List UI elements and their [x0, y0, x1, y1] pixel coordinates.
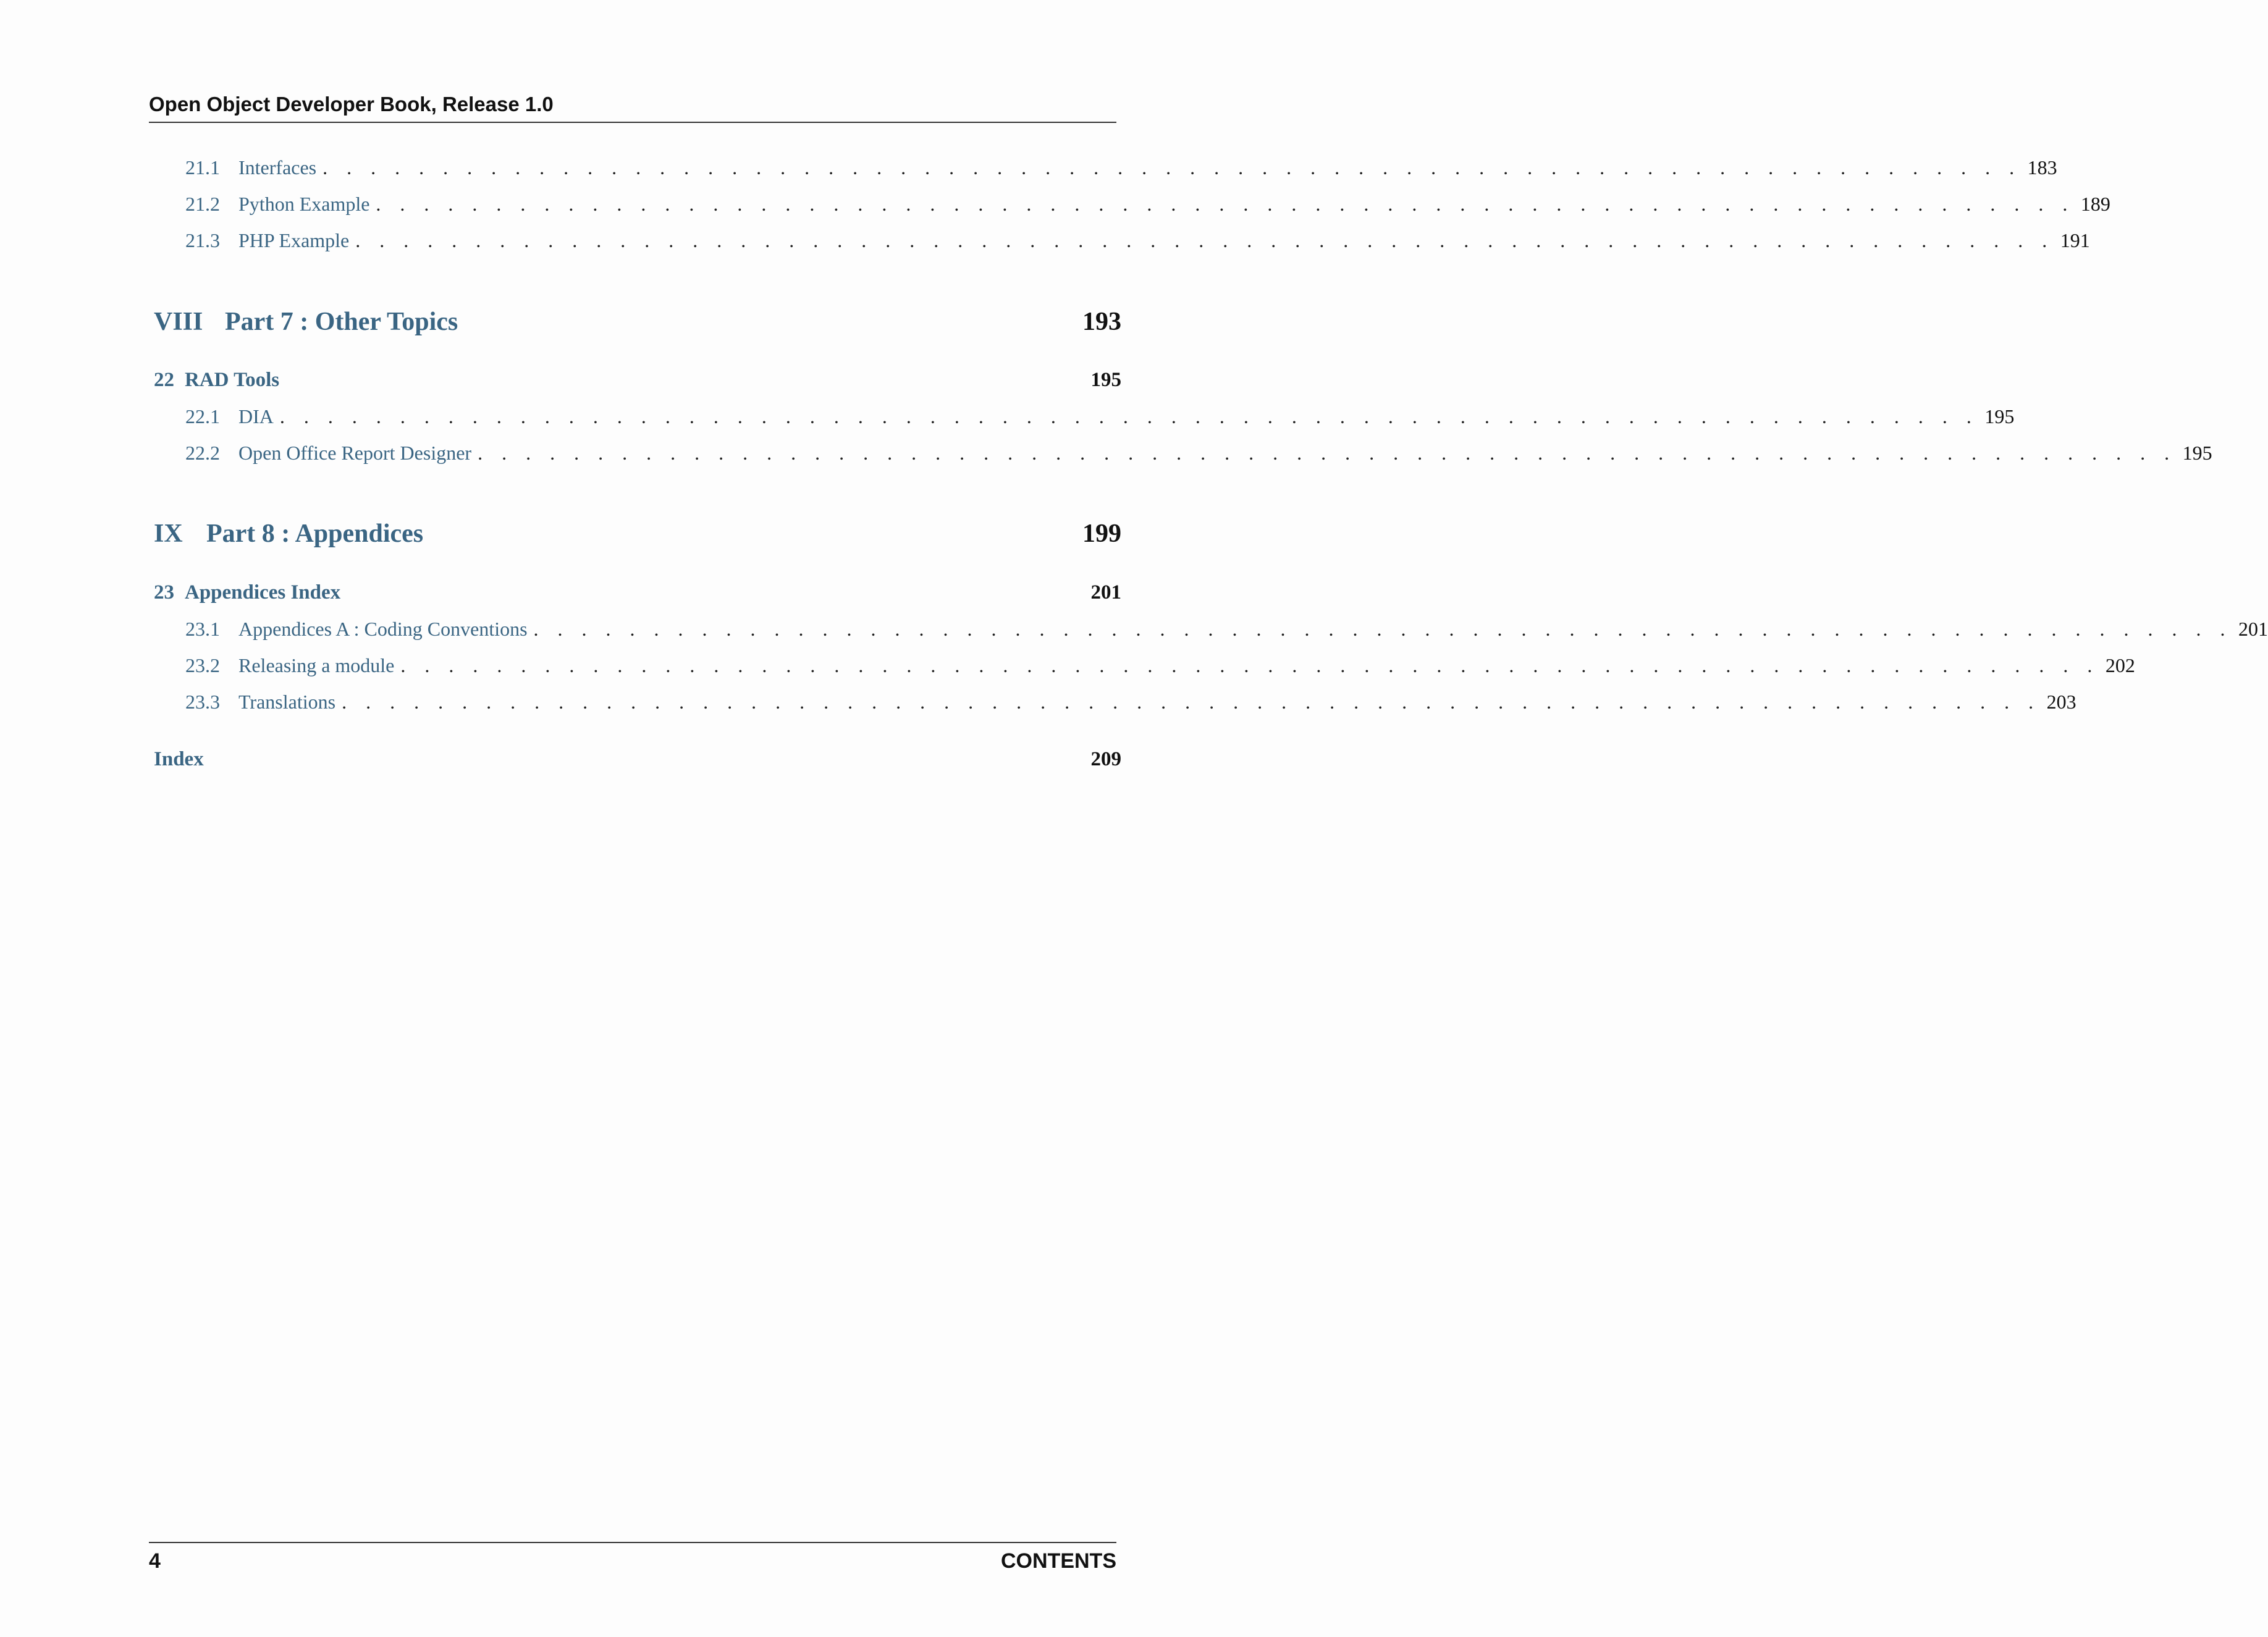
toc-part-number: VIII	[154, 308, 203, 336]
toc-entry-22-1[interactable]	[185, 401, 2015, 432]
toc-part-ix[interactable]	[154, 515, 1121, 552]
toc-part-number: IX	[154, 520, 183, 548]
toc-dot-leader: . . . . . . . . . . . . . . . . . . . . . . . . . . . . . . . . . . . . . . . . . . . . . . . . . . . . . . . . . . . . . . . . . . . . . . .	[400, 654, 2099, 676]
toc-dot-leader: . . . . . . . . . . . . . . . . . . . . . . . . . . . . . . . . . . . . . . . . . . . . . . . . . . . . . . . . . . . . . . . . . . . . . . .	[533, 618, 2233, 640]
toc-dot-leader: . . . . . . . . . . . . . . . . . . . . . . . . . . . . . . . . . . . . . . . . . . . . . . . . . . . . . . . . . . . . . . . . . . . . . . .	[478, 442, 2177, 464]
toc-index-title[interactable]: Index	[154, 748, 204, 770]
toc-chapter-title[interactable]: RAD Tools	[185, 369, 280, 391]
toc-entry-title[interactable]: Python Example	[238, 193, 370, 215]
toc-part-title[interactable]: Part 8 : Appendices	[206, 520, 424, 548]
toc-entry-number: 23.2	[185, 654, 220, 676]
running-header: Open Object Developer Book, Release 1.0	[149, 93, 554, 116]
toc-entry-page: 191	[2060, 229, 2090, 251]
toc-entry-23-2[interactable]	[185, 650, 2135, 681]
toc-entry-number: 21.2	[185, 193, 220, 215]
toc-chapter-page: 195	[1090, 369, 1121, 391]
toc-entry-21-1[interactable]	[185, 152, 2057, 183]
toc-dot-leader: . . . . . . . . . . . . . . . . . . . . . . . . . . . . . . . . . . . . . . . . . . . . . . . . . . . . . . . . . . . . . . . . . . . . . . .	[322, 156, 2021, 179]
toc-dot-leader: . . . . . . . . . . . . . . . . . . . . . . . . . . . . . . . . . . . . . . . . . . . . . . . . . . . . . . . . . . . . . . . . . . . . . . .	[376, 193, 2075, 215]
toc-entry-title[interactable]: Appendices A : Coding Conventions	[238, 618, 528, 640]
toc-entry-number: 22.2	[185, 442, 220, 464]
toc-entry-page: 201	[2238, 618, 2268, 640]
toc-chapter-number: 23	[154, 581, 174, 604]
toc-index-page: 209	[1090, 748, 1121, 770]
toc-entry-number: 22.1	[185, 405, 220, 427]
toc-chapter-number: 22	[154, 369, 174, 391]
toc-dot-leader: . . . . . . . . . . . . . . . . . . . . . . . . . . . . . . . . . . . . . . . . . . . . . . . . . . . . . . . . . . . . . . . . . . . . . . .	[355, 229, 2054, 251]
footer-page-number: 4	[149, 1549, 161, 1573]
toc-chapter-22[interactable]	[154, 364, 1121, 395]
toc-entry-number: 23.1	[185, 618, 220, 640]
toc-chapter-page: 201	[1090, 581, 1121, 604]
toc-entry-21-2[interactable]	[185, 188, 2110, 219]
toc-entry-title[interactable]: Interfaces	[238, 156, 317, 179]
toc-entry-23-3[interactable]	[185, 686, 2076, 717]
toc-entry-page: 183	[2027, 156, 2057, 179]
toc-entry-page: 202	[2105, 654, 2135, 676]
toc-chapter-title[interactable]: Appendices Index	[185, 581, 341, 604]
toc-part-page: 193	[1082, 308, 1121, 336]
toc-entry-title[interactable]: Releasing a module	[238, 654, 395, 676]
toc-part-title[interactable]: Part 7 : Other Topics	[225, 308, 458, 336]
toc-entry-22-2[interactable]	[185, 437, 2212, 468]
toc-part-page: 199	[1082, 520, 1121, 548]
toc-entry-number: 21.1	[185, 156, 220, 179]
toc-dot-leader: . . . . . . . . . . . . . . . . . . . . . . . . . . . . . . . . . . . . . . . . . . . . . . . . . . . . . . . . . . . . . . . . . . . . . . .	[279, 405, 1979, 427]
toc-entry-title[interactable]: DIA	[238, 405, 274, 427]
toc-entry-page: 203	[2046, 691, 2076, 713]
toc-entry-number: 23.3	[185, 691, 220, 713]
toc-entry-21-3[interactable]	[185, 225, 2090, 256]
toc-chapter-23[interactable]	[154, 577, 1121, 608]
toc-entry-page: 189	[2080, 193, 2110, 215]
toc-entry-page: 195	[2182, 442, 2212, 464]
toc-index-entry[interactable]	[154, 744, 1121, 775]
toc-entry-title[interactable]: Open Office Report Designer	[238, 442, 472, 464]
toc-entry-title[interactable]: Translations	[238, 691, 336, 713]
footer-rule	[149, 1542, 1116, 1543]
toc-dot-leader: . . . . . . . . . . . . . . . . . . . . . . . . . . . . . . . . . . . . . . . . . . . . . . . . . . . . . . . . . . . . . . . . . . . . . . .	[342, 691, 2041, 713]
toc-entry-23-1[interactable]	[185, 613, 2268, 644]
toc-entry-page: 195	[1984, 405, 2015, 427]
footer-section-name: CONTENTS	[1001, 1549, 1116, 1573]
toc-entry-title[interactable]: PHP Example	[238, 229, 350, 251]
header-rule	[149, 122, 1116, 123]
toc-part-viii[interactable]	[154, 303, 1121, 340]
toc-entry-number: 21.3	[185, 229, 220, 251]
